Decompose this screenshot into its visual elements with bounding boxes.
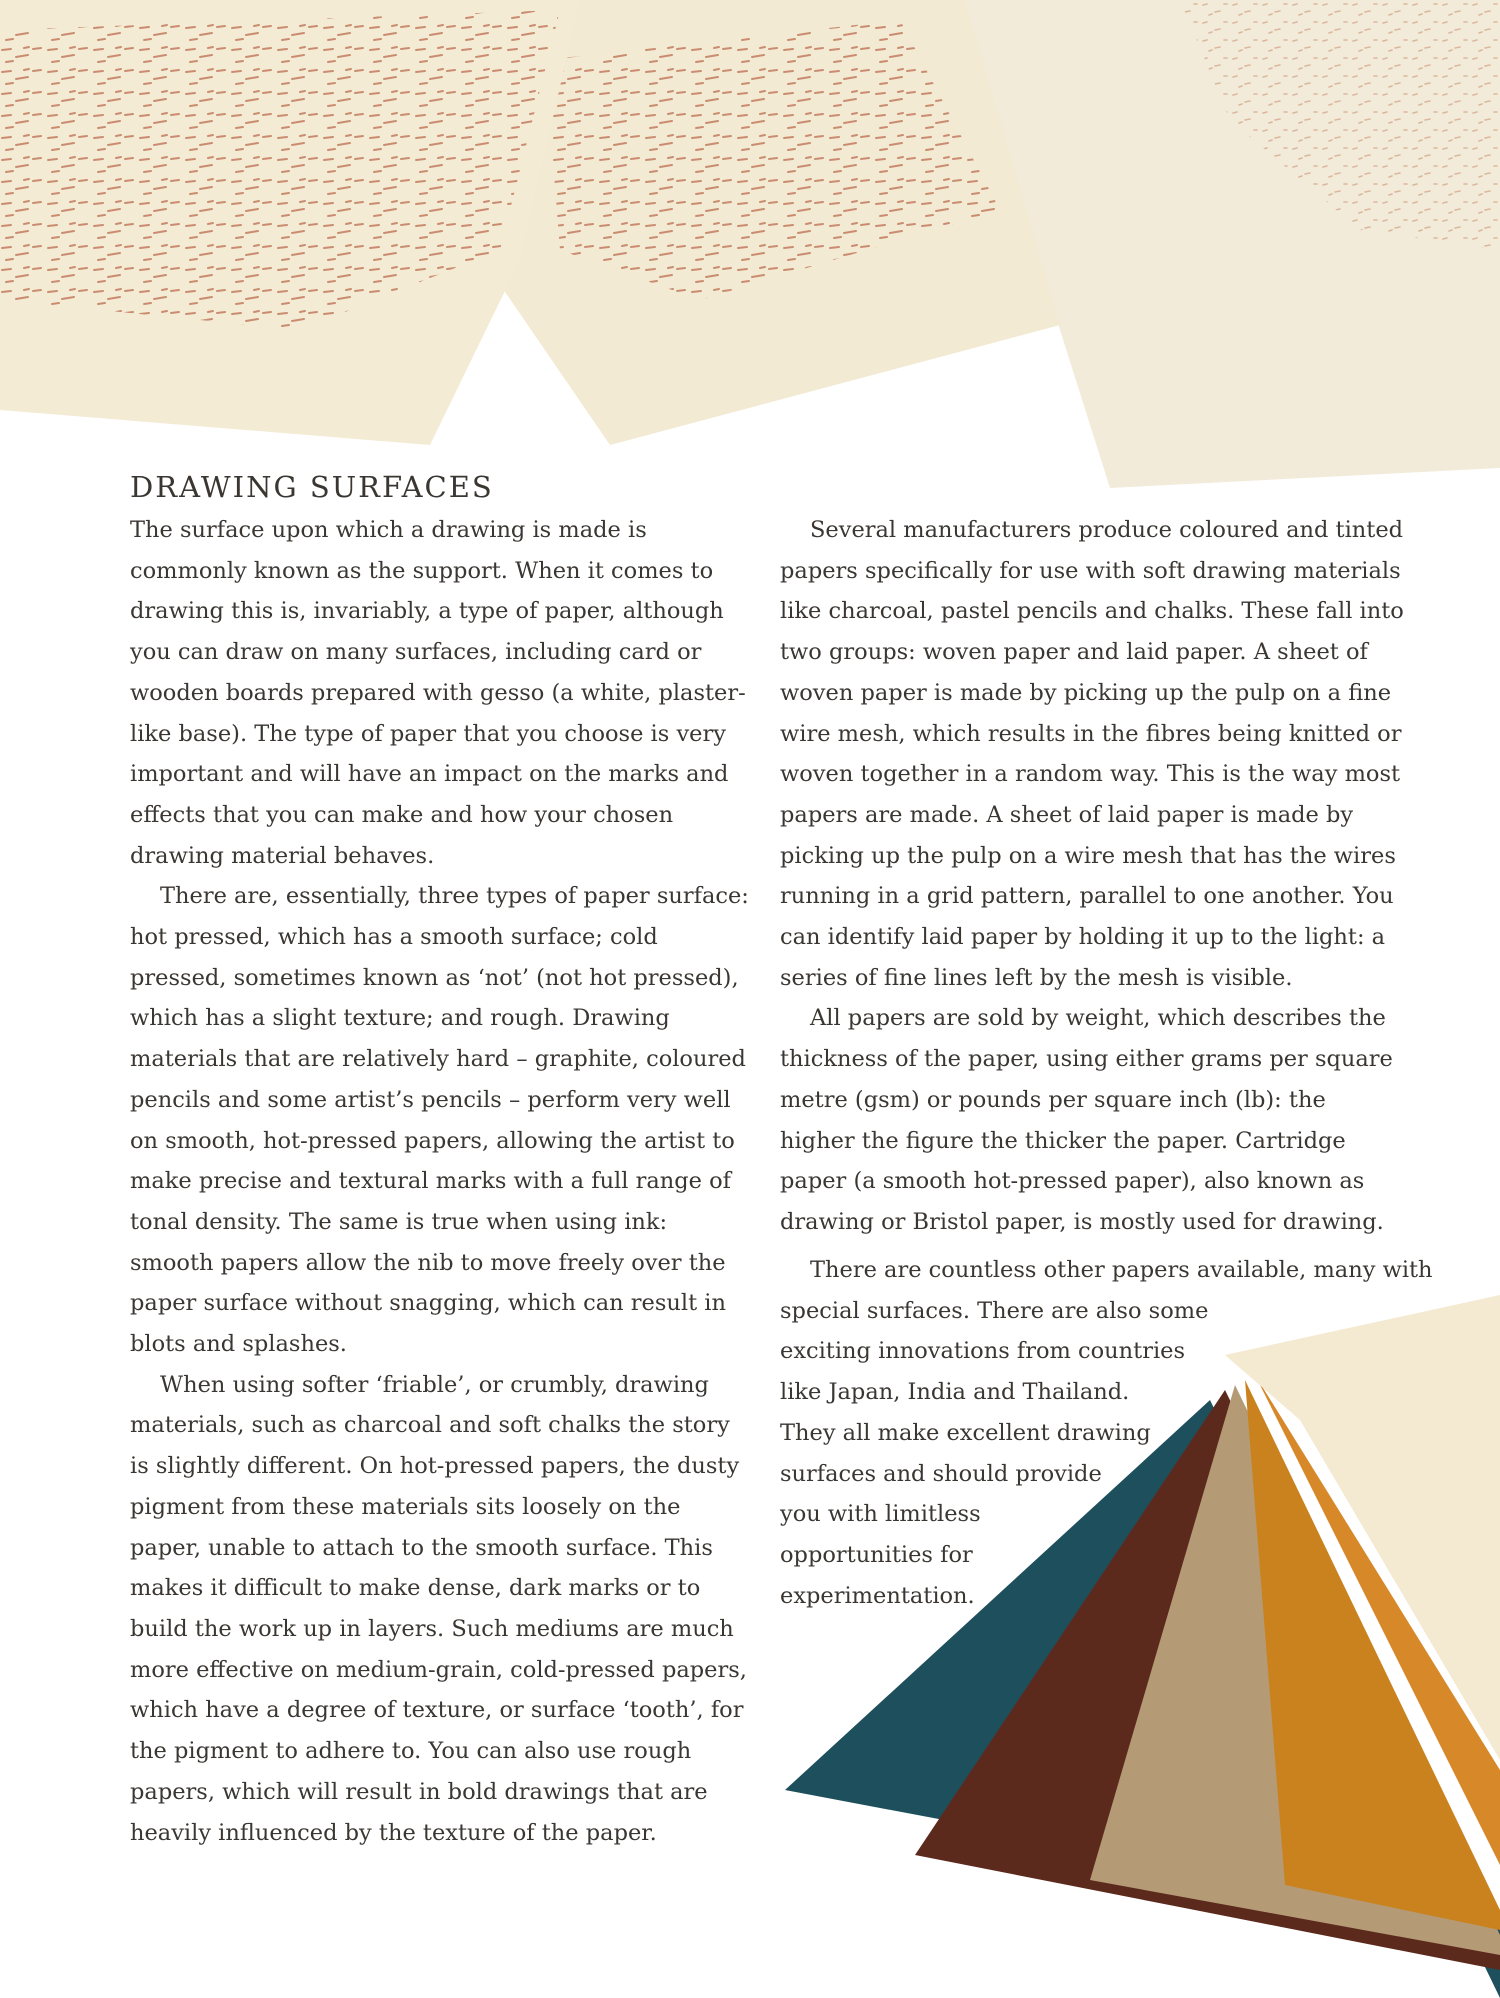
left-column [130,510,752,1853]
paragraph: Several manufacturers produce coloured and tinted papers specifically for use with soft drawing materials like charcoal, pastel pencils and chalks. These fall into two groups: woven paper and laid paper. A sheet of woven paper is made by picking up the pulp on a fine wire mesh, which results in the fibres being knitted or woven together in a random way. This is the way most papers are made. A sheet of laid paper is made by picking up the pulp on a wire mesh that has the wires running in a grid pattern, parallel to one another. You can identify laid paper by holding it up to the light: a series of fine lines left by the mesh is visible. [780,517,1404,991]
paragraph-wrapped: There are countless other papers available, many with special surfaces. There are also some exciting innovations from countries like Japan, India and Thailand. They all make excellent drawing surfaces and should provide you with limitless opportunities for experimentation. [780,1257,1433,1609]
paragraph: The surface upon which a drawing is made is commonly known as the support. When it comes to drawing this is, invariably, a type of paper, although you can draw on many surfaces, including card or wooden boards prepared with gesso (a white, plaster-like base). The type of paper that you choose is very important and will have an impact on the marks and effects that you can make and how your chosen drawing material behaves. [130,517,746,869]
right-column [780,510,1405,1243]
paragraph: There are, essentially, three types of paper surface: hot pressed, which has a smooth surface; cold pressed, sometimes known as ‘not’ (not hot pressed), which has a slight texture; and rough. Drawing materials that are relatively hard – graphite, coloured pencils and some artist’s pencils – perform very well on smooth, hot-pressed papers, allowing the artist to make precise and textural marks with a full range of tonal density. The same is true when using ink: smooth papers allow the nib to move freely over the paper surface without snagging, which can result in blots and splashes. [130,883,749,1358]
paragraph: When using softer ‘friable’, or crumbly, drawing materials, such as charcoal and soft chalks the story is slightly different. On hot-pressed papers, the dusty pigment from these materials sits loosely on the paper, unable to attach to the smooth surface. This makes it difficult to make dense, dark marks or to build the work up in layers. Such mediums are much more effective on medium-grain, cold-pressed papers, which have a degree of texture, or surface ‘tooth’, for the pigment to adhere to. You can also use rough papers, which will result in bold drawings that are heavily influenced by the texture of the paper. [130,1371,747,1846]
section-heading: DRAWING SURFACES [130,470,494,504]
paragraph: All papers are sold by weight, which describes the thickness of the paper, using either grams per square metre (gsm) or pounds per square inch (lb): the higher the figure the thicker the paper. Cartridge paper (a smooth hot-pressed paper), also known as drawing or Bristol paper, is mostly used for drawing. [780,1005,1393,1235]
